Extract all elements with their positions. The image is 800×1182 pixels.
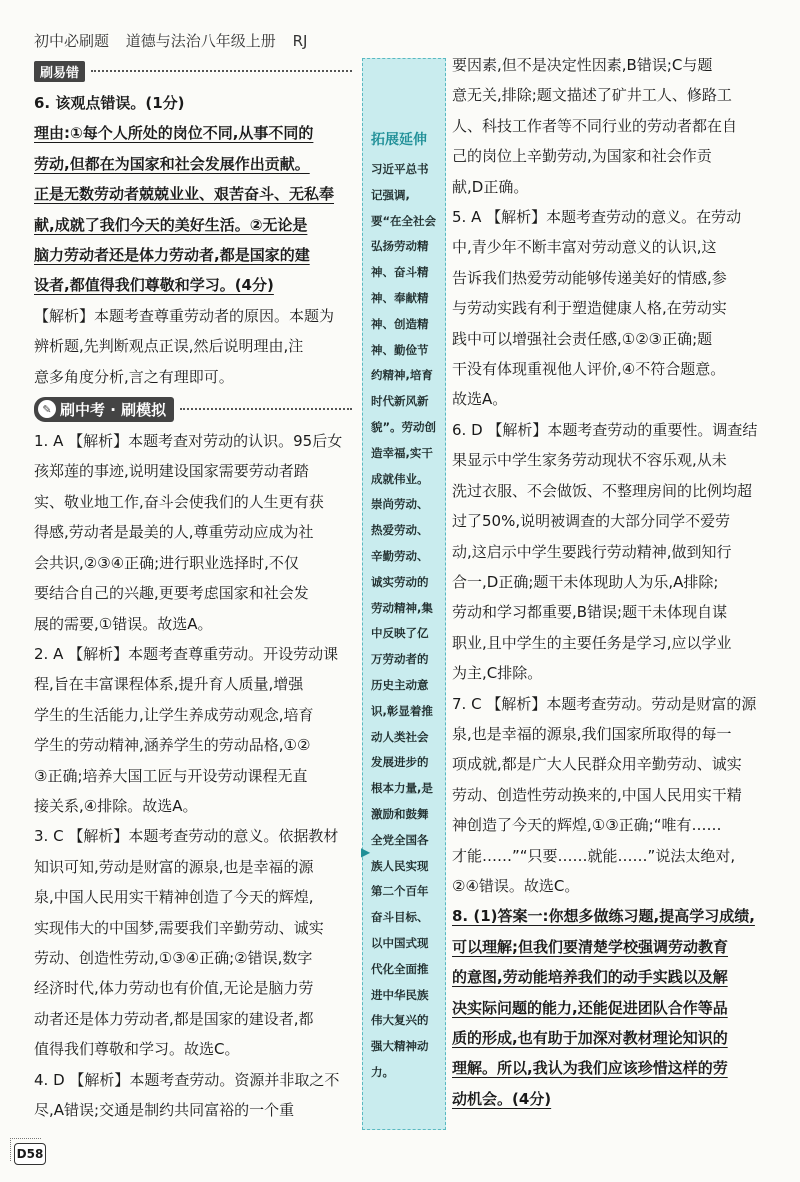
q6-reason-line: 献,成就了我们今天的美好生活。②无论是 xyxy=(34,215,308,234)
q6-reason-line: 正是无数劳动者兢兢业业、艰苦奋斗、无私奉 xyxy=(34,185,335,204)
answer-line: 5. A 【解析】本题考查劳动的意义。在劳动 xyxy=(452,208,742,227)
answer-line: 接关系,④排除。故选A。 xyxy=(34,796,198,815)
answer-line: 知识可知,劳动是财富的源泉,也是幸福的源 xyxy=(34,857,314,876)
answer-line: 3. C 【解析】本题考查劳动的意义。依据教材 xyxy=(34,827,339,846)
answer-line: 得感,劳动者是最美的人,尊重劳动应成为社 xyxy=(34,523,314,542)
right-column xyxy=(452,50,778,1114)
answer-line: 2. A 【解析】本题考查尊重劳动。开设劳动课 xyxy=(34,644,339,663)
answer-line: 与劳动实践有利于塑造健康人格,在劳动实 xyxy=(452,299,727,318)
q6-title: 6. 该观点错误。(1分) xyxy=(34,94,185,112)
q6-reason-line: 理由:①每个人所处的岗位不同,从事不同的 xyxy=(34,124,314,143)
answer-line: 才能……”“只要……就能……”说法太绝对, xyxy=(452,846,736,865)
section-exam-label: 刷中考 · 刷模拟 xyxy=(60,400,167,419)
q8-answer-line: 的意图,劳动能培养我们的动手实践以及解 xyxy=(452,968,728,987)
answer-line: 学生的劳动精神,涵养学生的劳动品格,①② xyxy=(34,736,311,755)
q6-analysis-line: 【解析】本题考查尊重劳动者的原因。本题为 xyxy=(34,306,335,325)
answer-line: 献,D正确。 xyxy=(452,177,529,196)
answer-line: 4. D 【解析】本题考查劳动。资源并非取之不 xyxy=(34,1070,340,1089)
answer-line: 劳动、创造性劳动换来的,中国人民用实干精 xyxy=(452,785,742,804)
answer-line: 孩郑莲的事迹,说明建设国家需要劳动者踏 xyxy=(34,462,309,481)
extension-sidebar xyxy=(362,58,446,1130)
answer-line: 故选A。 xyxy=(452,390,508,409)
q6-reason-line: 脑力劳动者还是体力劳动者,都是国家的建 xyxy=(34,246,310,265)
answer-line: 己的岗位上辛勤劳动,为国家和社会作贡 xyxy=(452,147,712,166)
answer-line: 会共识,②③④正确;进行职业选择时,不仅 xyxy=(34,553,299,572)
answer-line: 要结合自己的兴趣,更要考虑国家和社会发 xyxy=(34,584,309,603)
answer-line: 实现伟大的中国梦,需要我们辛勤劳动、诚实 xyxy=(34,918,324,937)
answer-line: 果显示中学生家务劳动现状不容乐观,从未 xyxy=(452,451,727,470)
left-column xyxy=(34,58,352,1125)
answer-line: 泉,也是幸福的源泉,我们国家所取得的每一 xyxy=(452,724,732,743)
answer-line: 1. A 【解析】本题考查对劳动的认识。95后女 xyxy=(34,432,343,451)
edition-label: RJ xyxy=(292,32,308,50)
answer-line: 要因素,但不是决定性因素,B错误;C与题 xyxy=(452,56,713,74)
answer-line: 泉,中国人民用实干精神创造了今天的辉煌, xyxy=(34,888,314,907)
page-header xyxy=(34,30,454,52)
answer-line: 劳动、创造性劳动,①③④正确;②错误,数字 xyxy=(34,948,313,967)
answer-line: 值得我们尊敬和学习。故选C。 xyxy=(34,1040,240,1059)
arrow-right-icon: ▶ xyxy=(361,845,371,859)
answer-line: 实、敬业地工作,奋斗会使我们的人生更有获 xyxy=(34,492,324,511)
answer-line: 职业,且中学生的主要任务是学习,应以学业 xyxy=(452,633,732,652)
answer-line: 洗过衣服、不会做饭、不整理房间的比例均超 xyxy=(452,481,753,500)
answer-line: 劳动和学习都重要,B错误;题干未体现自谋 xyxy=(452,603,728,622)
section-error-bar xyxy=(34,60,352,82)
answer-line: 7. C 【解析】本题考查劳动。劳动是财富的源 xyxy=(452,694,757,713)
answer-line: 程,旨在丰富课程体系,提升育人质量,增强 xyxy=(34,675,304,694)
q8-answer-line: 动机会。(4分) xyxy=(452,1089,552,1108)
answer-line: 动,这启示中学生要践行劳动精神,做到知行 xyxy=(452,542,732,561)
answer-line: ②④错误。故选C。 xyxy=(452,876,580,895)
q6-reason-line: 设者,都值得我们尊敬和学习。(4分) xyxy=(34,276,274,295)
answer-line: ③正确;培养大国工匠与开设劳动课程无直 xyxy=(34,766,308,785)
answer-line: 意无关,排除;题文描述了矿井工人、修路工 xyxy=(452,86,732,105)
answer-line: 动者还是体力劳动者,都是国家的建设者,都 xyxy=(34,1009,314,1028)
answer-line: 为主,C排除。 xyxy=(452,664,543,683)
answer-line: 中,青少年不断丰富对劳动意义的认识,这 xyxy=(452,238,717,257)
book-title: 道德与法治八年级上册 xyxy=(125,32,276,50)
answer-line: 干没有体现重视他人评价,④不符合题意。 xyxy=(452,360,726,379)
answer-line: 经济时代,体力劳动也有价值,无论是脑力劳 xyxy=(34,979,314,998)
section-exam-bar xyxy=(34,398,352,420)
dotted-divider xyxy=(180,408,352,410)
q8-answer-line: 可以理解;但我们要清楚学校强调劳动教育 xyxy=(452,937,729,956)
page-number: D58 xyxy=(14,1143,46,1165)
answer-line: 学生的生活能力,让学生养成劳动观念,培育 xyxy=(34,705,314,724)
answer-line: 神创造了今天的辉煌,①③正确;“唯有…… xyxy=(452,816,722,835)
q6-analysis-line: 辨析题,先判断观点正误,然后说明理由,注 xyxy=(34,337,304,356)
q8-answer-line: 决实际问题的能力,还能促进团队合作等品 xyxy=(452,998,728,1017)
answer-line: 项成就,都是广大人民群众用辛勤劳动、诚实 xyxy=(452,755,742,774)
answer-line: 告诉我们热爱劳动能够传递美好的情感,参 xyxy=(452,268,727,287)
q8-answer-line: 理解。所以,我认为我们应该珍惜这样的劳 xyxy=(452,1059,728,1078)
section-exam-pill xyxy=(34,397,174,422)
answer-line: 人、科技工作者等不同行业的劳动者都在自 xyxy=(452,116,738,135)
answer-line: 6. D 【解析】本题考查劳动的重要性。调查结 xyxy=(452,420,758,439)
answer-line: 尽,A错误;交通是制约共同富裕的一个重 xyxy=(34,1101,295,1119)
pencil-icon: ✎ xyxy=(38,400,56,418)
q8-answer-line: 质的形成,也有助于加深对教材理论知识的 xyxy=(452,1029,728,1047)
sidebar-text: 习近平总书记强调,要“在全社会弘扬劳动精神、奋斗精神、奉献精神、创造精神、勤俭节约精神,培育时代新风新貌”。劳动创造幸福,实干成就伟业。崇尚劳动、热爱劳动、辛勤劳动、诚实劳动的劳动精神,集中反映了亿万劳动者的历史主动意识,彰显着推动人类社会发展进步的根本力量,是激励和鼓舞全党全国各族人民实现第二个百年奋斗目标、以中国式现代化全面推进中华民族伟大复兴的强大精神动力。 xyxy=(371,162,437,1079)
answer-line: 过了50%,说明被调查的大部分同学不爱劳 xyxy=(452,512,731,531)
sidebar-title: 拓展延伸 xyxy=(371,132,427,148)
dotted-divider xyxy=(91,70,352,72)
series-name: 初中必刷题 xyxy=(34,32,110,50)
answer-line: 展的需要,①错误。故选A。 xyxy=(34,614,213,633)
q8-answer-line: 8. (1)答案一:你想多做练习题,提高学习成绩, xyxy=(452,907,755,926)
section-error-label: 刷易错 xyxy=(34,61,85,82)
q6-analysis-line: 意多角度分析,言之有理即可。 xyxy=(34,367,234,386)
q6-reason-line: 劳动,但都在为国家和社会发展作出贡献。 xyxy=(34,154,310,173)
answer-line: 合一,D正确;题干未体现助人为乐,A排除; xyxy=(452,572,719,591)
answer-line: 践中可以增强社会责任感,①②③正确;题 xyxy=(452,329,713,348)
